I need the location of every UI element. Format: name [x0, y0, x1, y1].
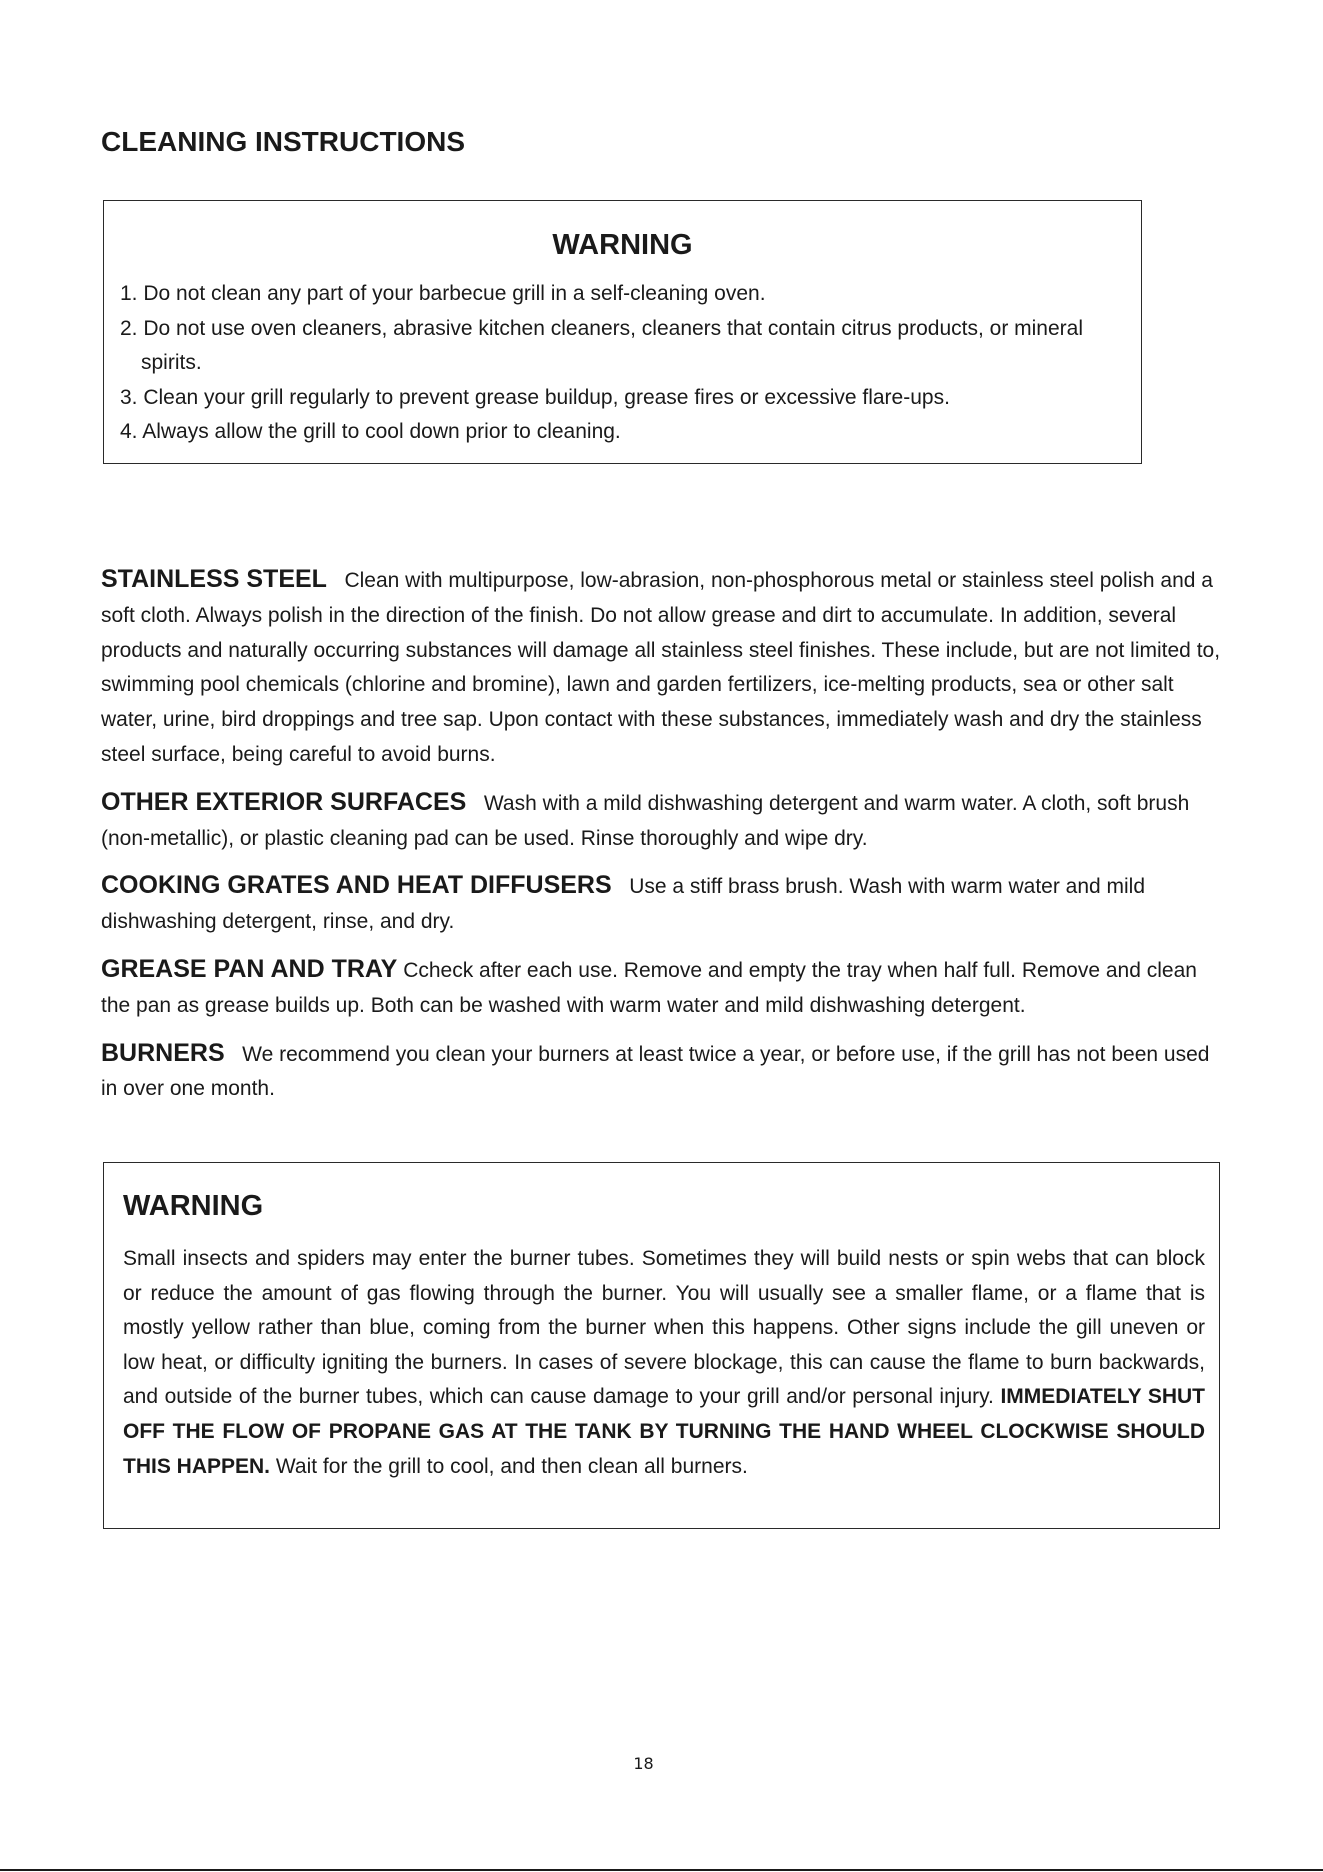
section-text: Clean with multipurpose, low-abrasion, non-phosphorous metal or stainless steel polish and a soft cloth. Always polish in the direction of the finish. Do not allow grease and dirt to accumulate. In addition, several products and naturally occurring substances will damage all stainless steel finishes. These include, but are not limited to, swimming pool chemicals (chlorine and bromine), lawn and garden fertilizers, ice-melting products, sea or other salt water, urine, bird droppings and tree sap. Upon contact with these substances, immediately wash and dry the stainless steel surface, being careful to avoid burns. [101, 569, 1221, 766]
section-text: Use a stiff brass brush. Wash with warm water and mild dishwashing detergent, rinse, and dry. [101, 875, 1146, 934]
warning-body [123, 1242, 1205, 1484]
page-bottom-rule [0, 1869, 1323, 1871]
warning-box-burners [103, 1162, 1220, 1529]
section-heading: COOKING GRATES AND HEAT DIFFUSERS [101, 871, 612, 900]
warning-item: 1. Do not clean any part of your barbecue grill in a self-cleaning oven. [120, 282, 766, 305]
page-number: 18 [633, 1754, 654, 1773]
section-stainless-steel [101, 562, 1231, 773]
warning-list [120, 277, 1131, 450]
cleaning-sections [101, 562, 1231, 1119]
section-other-exterior-surfaces [101, 785, 1231, 857]
warning-box-cleaning [103, 200, 1142, 464]
warning-emphasis: IMMEDIATELY SHUT OFF THE FLOW OF PROPANE GAS AT THE TANK BY TURNING THE HAND WHEEL CLOCKWISE SHOULD THIS HAPPEN. [123, 1385, 1205, 1478]
section-heading: BURNERS [101, 1038, 225, 1067]
warning-text: Small insects and spiders may enter the burner tubes. Sometimes they will build nests or spin webs that can block or reduce the amount of gas flowing through the burner. You will usually see a smaller flame, or a flame that is mostly yellow rather than blue, coming from the burner when this happens. Other signs include the gill uneven or low heat, or difficulty igniting the burners. In cases of severe blockage, this can cause the flame to burn backwards, and outside of the burner tubes, which can cause damage to your grill and/or personal injury. [123, 1247, 1205, 1409]
warning-heading: WARNING [552, 229, 693, 261]
section-text: Ccheck after each use. Remove and empty the tray when half full. Remove and clean the pan as grease builds up. Both can be washed with warm water and mild dishwashing detergent. [101, 958, 1197, 1017]
warning-item: 4. Always allow the grill to cool down prior to cleaning. [120, 420, 621, 443]
warning-heading: WARNING [123, 1190, 264, 1222]
section-heading: OTHER EXTERIOR SURFACES [101, 787, 467, 816]
warning-item: 3. Clean your grill regularly to prevent grease buildup, grease fires or excessive flare-ups. [120, 385, 950, 409]
page-title: CLEANING INSTRUCTIONS [101, 126, 465, 157]
section-grease-pan [101, 952, 1231, 1024]
warning-text: Wait for the grill to cool, and then clean all burners. [275, 1454, 748, 1478]
section-text: Wash with a mild dishwashing detergent and warm water. A cloth, soft brush (non-metallic), or plastic cleaning pad can be used. Rinse thoroughly and wipe dry. [101, 791, 1190, 850]
section-burners [101, 1036, 1231, 1108]
section-cooking-grates [101, 868, 1231, 940]
section-heading: GREASE PAN AND TRAY [101, 954, 398, 983]
section-heading: STAINLESS STEEL [101, 565, 327, 593]
warning-item: 2. Do not use oven cleaners, abrasive kitchen cleaners, cleaners that contain citrus products, or mineral spirits. [120, 316, 1083, 374]
section-text: We recommend you clean your burners at least twice a year, or before use, if the grill has not been used in over one month. [101, 1042, 1210, 1101]
